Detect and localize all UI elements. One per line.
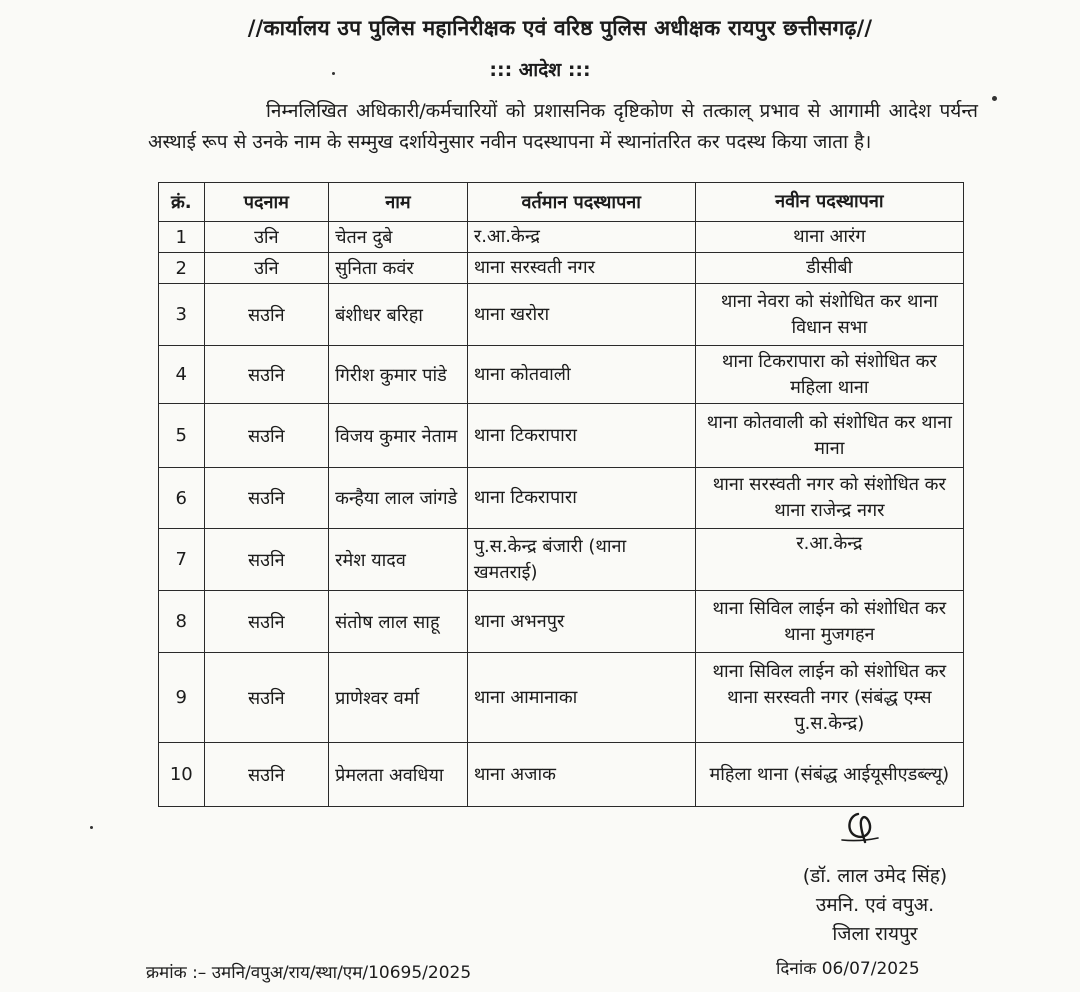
cell-current-posting: पु.स.केन्द्र बंजारी (थाना खमतराई) [467, 529, 695, 591]
table-row [159, 591, 964, 653]
signatory-designation: उमनि. एवं वपुअ. [815, 894, 935, 916]
cell-rank: उनि [204, 253, 329, 284]
cell-rank: सउनि [204, 591, 329, 653]
intro-paragraph [148, 96, 978, 158]
cell-name: संतोष लाल साहू [329, 591, 468, 653]
cell-name: रमेश यादव [329, 529, 468, 591]
cell-new-posting: महिला थाना (संबंद्ध आईयूसीएडब्ल्यू) [695, 743, 963, 807]
cell-rank: सउनि [204, 653, 329, 743]
handwritten-signature [838, 808, 882, 846]
cell-serial: 7 [159, 529, 205, 591]
table-row [159, 404, 964, 468]
signatory-name: (डॉ. लाल उमेद सिंह) [802, 865, 948, 887]
cell-new-posting: थाना टिकरापारा को संशोधित कर महिला थाना [695, 346, 963, 404]
cell-serial: 6 [159, 468, 205, 529]
table-row [159, 284, 964, 346]
signatory-district: जिला रायपुर [832, 923, 918, 945]
table-row [159, 468, 964, 529]
cell-new-posting: थाना आरंग [695, 222, 963, 253]
table-row [159, 653, 964, 743]
cell-name: सुनिता कवंर [329, 253, 468, 284]
cell-new-posting: थाना नेवरा को संशोधित कर थाना विधान सभा [695, 284, 963, 346]
transfer-table [158, 182, 964, 807]
cell-name: गिरीश कुमार पांडे [329, 346, 468, 404]
cell-serial: 5 [159, 404, 205, 468]
cell-serial: 4 [159, 346, 205, 404]
signature-block [770, 862, 980, 949]
cell-current-posting: थाना आमानाका [467, 653, 695, 743]
cell-rank: सउनि [204, 404, 329, 468]
header-name: नाम [329, 183, 468, 222]
cell-rank: सउनि [204, 468, 329, 529]
office-title: //कार्यालय उप पुलिस महानिरीक्षक एवं वरिष्ठ पुलिस अधीक्षक रायपुर छत्तीसगढ़// [247, 16, 873, 40]
cell-serial: 3 [159, 284, 205, 346]
cell-serial: 10 [159, 743, 205, 807]
cell-name: प्रेमलता अवधिया [329, 743, 468, 807]
cell-new-posting: थाना सिविल लाईन को संशोधित कर थाना मुजगहन [695, 591, 963, 653]
cell-new-posting: थाना सरस्वती नगर को संशोधित कर थाना राजेन्द्र नगर [695, 468, 963, 529]
table-row [159, 253, 964, 284]
cell-new-posting: थाना कोतवाली को संशोधित कर थाना माना [695, 404, 963, 468]
table-row [159, 529, 964, 591]
header-rank: पदनाम [204, 183, 329, 222]
scan-speck [992, 96, 997, 101]
cell-current-posting: थाना अजाक [467, 743, 695, 807]
cell-name: चेतन दुबे [329, 222, 468, 253]
table-row [159, 346, 964, 404]
header-serial: क्रं. [159, 183, 205, 222]
cell-current-posting: थाना अभनपुर [467, 591, 695, 653]
cell-name: कन्हैया लाल जांगडे [329, 468, 468, 529]
table-header-row [159, 183, 964, 222]
order-title: ::: आदेश ::: [489, 59, 591, 81]
cell-current-posting: थाना कोतवाली [467, 346, 695, 404]
cell-serial: 1 [159, 222, 205, 253]
cell-current-posting: थाना टिकरापारा [467, 468, 695, 529]
scan-speck [332, 72, 335, 75]
table-row [159, 222, 964, 253]
cell-current-posting: र.आ.केन्द्र [467, 222, 695, 253]
cell-current-posting: थाना टिकरापारा [467, 404, 695, 468]
cell-name: प्राणेश्वर वर्मा [329, 653, 468, 743]
cell-serial: 2 [159, 253, 205, 284]
cell-rank: सउनि [204, 284, 329, 346]
cell-new-posting: र.आ.केन्द्र [695, 529, 963, 591]
cell-new-posting: थाना सिविल लाईन को संशोधित कर थाना सरस्वती नगर (संबंद्ध एम्स पु.स.केन्द्र) [695, 653, 963, 743]
cell-rank: सउनि [204, 529, 329, 591]
cell-rank: सउनि [204, 743, 329, 807]
cell-current-posting: थाना सरस्वती नगर [467, 253, 695, 284]
cell-serial: 9 [159, 653, 205, 743]
cell-new-posting: डीसीबी [695, 253, 963, 284]
cell-serial: 8 [159, 591, 205, 653]
header-new-posting: नवीन पदस्थापना [695, 183, 963, 222]
reference-number: क्रमांक :– उमनि/वपुअ/राय/स्था/एम/10695/2025 [146, 963, 472, 983]
cell-current-posting: थाना खरोरा [467, 284, 695, 346]
cell-rank: उनि [204, 222, 329, 253]
order-date: दिनांक 06/07/2025 [776, 959, 920, 979]
header-current-posting: वर्तमान पदस्थापना [467, 183, 695, 222]
cell-name: विजय कुमार नेताम [329, 404, 468, 468]
intro-text: निम्नलिखित अधिकारी/कर्मचारियों को प्रशासनिक दृष्टिकोण से तत्काल् प्रभाव से आगामी आदेश पर्यन्त अस्थाई रूप से उनके नाम के सम्मुख दर्शायेनुसार नवीन पदस्थापना में स्थानांतरित कर पदस्थ किया जाता है। [148, 100, 978, 153]
scan-speck [90, 826, 93, 829]
table-row [159, 743, 964, 807]
cell-name: बंशीधर बरिहा [329, 284, 468, 346]
cell-rank: सउनि [204, 346, 329, 404]
